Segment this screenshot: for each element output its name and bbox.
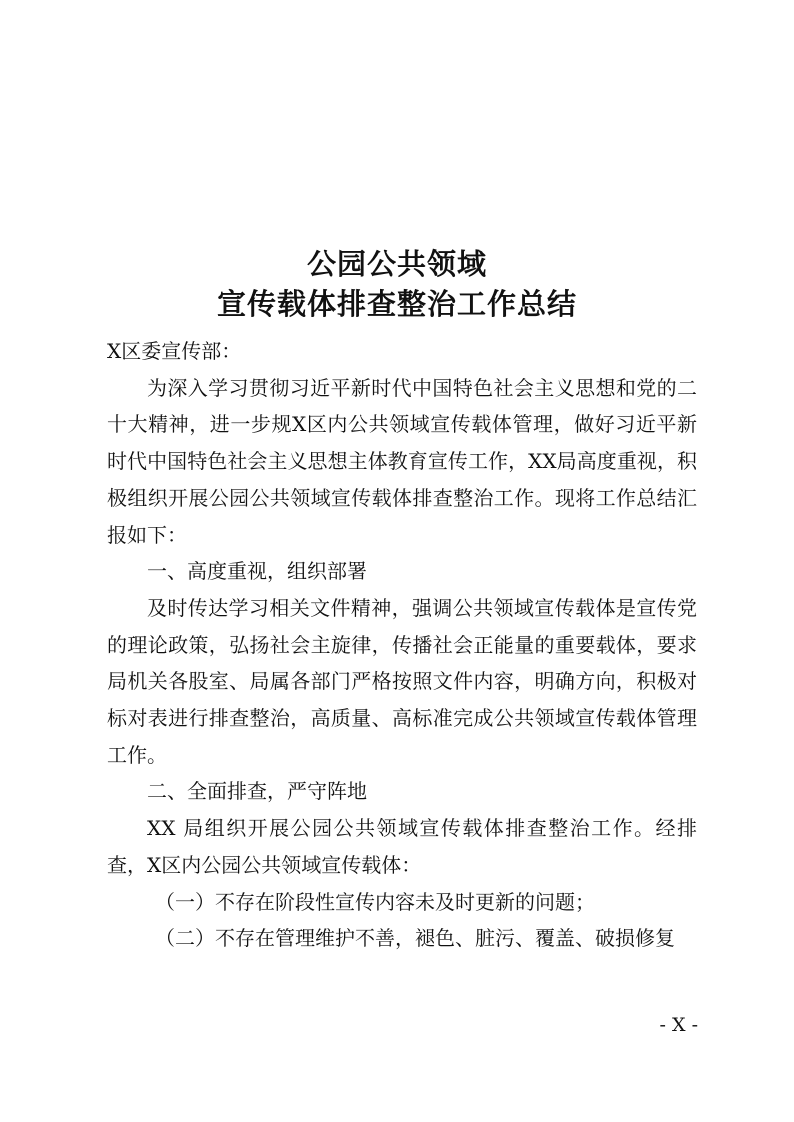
section-2-paragraph: XX 局组织开展公园公共领域宣传载体排查整治工作。经排查，X区内公园公共领域宣传载体： xyxy=(107,816,697,877)
section-heading-2: 二、全面排查，严守阵地 xyxy=(147,779,367,804)
intro-paragraph: 为深入学习贯彻习近平新时代中国特色社会主义思想和党的二十大精神，进一步规X区内公共领域宣传载体管理，做好习近平新时代中国特色社会主义思想主体教育宣传工作，XX局高度重视，积极组织开展公园公共领域宣传载体排查整治工作。现将工作总结汇报如下： xyxy=(107,375,697,547)
list-item-1: （一）不存在阶段性宣传内容未及时更新的问题； xyxy=(155,889,595,914)
section-1-paragraph: 及时传达学习相关文件精神，强调公共领域宣传载体是宣传党的理论政策，弘扬社会主旋律，传播社会正能量的重要载体，要求局机关各股室、局属各部门严格按照文件内容，明确方向，积极对标对表进行排查整治，高质量、高标准完成公共领域宣传载体管理工作。 xyxy=(107,595,697,767)
section-heading-1: 一、高度重视，组织部署 xyxy=(147,559,367,584)
document-body xyxy=(107,333,697,957)
page-number: - X - xyxy=(659,1014,698,1036)
list-item-2: （二）不存在管理维护不善，褪色、脏污、覆盖、破损修复 xyxy=(155,926,675,951)
salutation: X区委宣传部： xyxy=(107,339,242,363)
document-title-line-1: 公园公共领域 xyxy=(306,247,487,281)
document-title-line-2: 宣传载体排查整治工作总结 xyxy=(216,287,577,321)
